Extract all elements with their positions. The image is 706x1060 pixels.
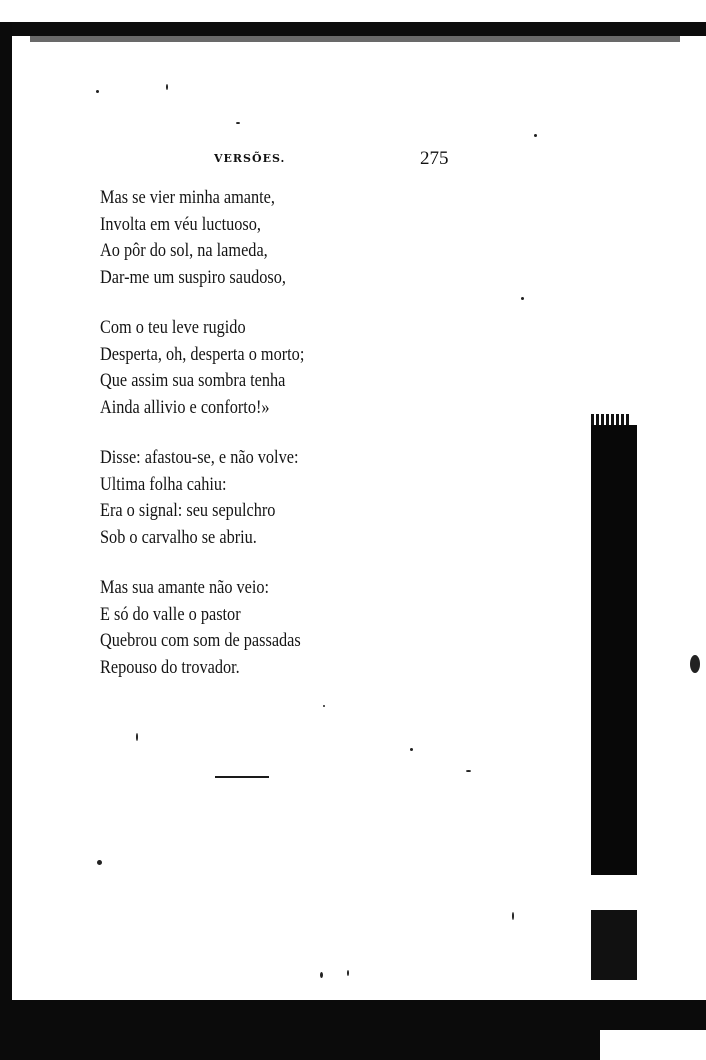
scan-speck bbox=[323, 705, 325, 707]
scan-border-top-shadow bbox=[30, 36, 680, 42]
verse-line: Ultima folha cahiu: bbox=[100, 474, 227, 495]
page-edge-gap bbox=[591, 875, 637, 905]
stanza bbox=[100, 315, 540, 423]
verse-line: Dar-me um suspiro saudoso, bbox=[100, 267, 286, 288]
verse-line: Que assim sua sombra tenha bbox=[100, 371, 286, 392]
scan-speck bbox=[690, 655, 700, 673]
scan-margin-bottom-right bbox=[600, 1030, 706, 1060]
scan-speck bbox=[320, 972, 323, 978]
verse-line: Quebrou com som de passadas bbox=[100, 631, 301, 652]
page-number: 275 bbox=[420, 148, 449, 169]
verse-line: Sob o carvalho se abriu. bbox=[100, 527, 257, 548]
scan-speck bbox=[521, 297, 524, 300]
poem bbox=[100, 185, 540, 683]
verse-line: Disse: afastou-se, e não volve: bbox=[100, 448, 299, 468]
running-head: VERSÕES. bbox=[214, 152, 286, 165]
scan-speck bbox=[534, 134, 537, 137]
verse-line: Involta em véu luctuoso, bbox=[100, 214, 261, 235]
scan-speck bbox=[136, 733, 138, 741]
scan-margin-right bbox=[692, 40, 706, 1000]
verse-line: Ainda allivio e conforto!» bbox=[100, 397, 270, 418]
scan-border-top bbox=[8, 22, 706, 36]
scan-speck bbox=[466, 770, 471, 772]
page-edge-shadow bbox=[591, 425, 637, 875]
stanza bbox=[100, 575, 540, 683]
scan-speck bbox=[410, 748, 413, 751]
page-edge-shadow-lower bbox=[591, 910, 637, 980]
scan-speck bbox=[166, 84, 168, 90]
verse-line: Desperta, oh, desperta o morto; bbox=[100, 344, 305, 365]
verse-line: Mas se vier minha amante, bbox=[100, 188, 275, 208]
verse-line: Ao pôr do sol, na lameda, bbox=[100, 241, 268, 262]
scan-speck bbox=[236, 122, 240, 124]
verse-line: Repouso do trovador. bbox=[100, 657, 240, 678]
stanza bbox=[100, 445, 540, 553]
page-header bbox=[0, 148, 706, 172]
verse-line: Mas sua amante não veio: bbox=[100, 578, 270, 598]
scan-border-left bbox=[0, 22, 12, 1032]
verse-line: Era o signal: seu sepulchro bbox=[100, 501, 276, 522]
scan-speck bbox=[512, 912, 514, 920]
section-rule bbox=[215, 776, 269, 778]
scan-speck bbox=[96, 90, 99, 93]
stanza bbox=[100, 185, 540, 293]
verse-line: E só do valle o pastor bbox=[100, 604, 241, 625]
scan-speck bbox=[97, 860, 102, 865]
verse-line: Com o teu leve rugido bbox=[100, 318, 246, 338]
scan-speck bbox=[347, 970, 349, 976]
